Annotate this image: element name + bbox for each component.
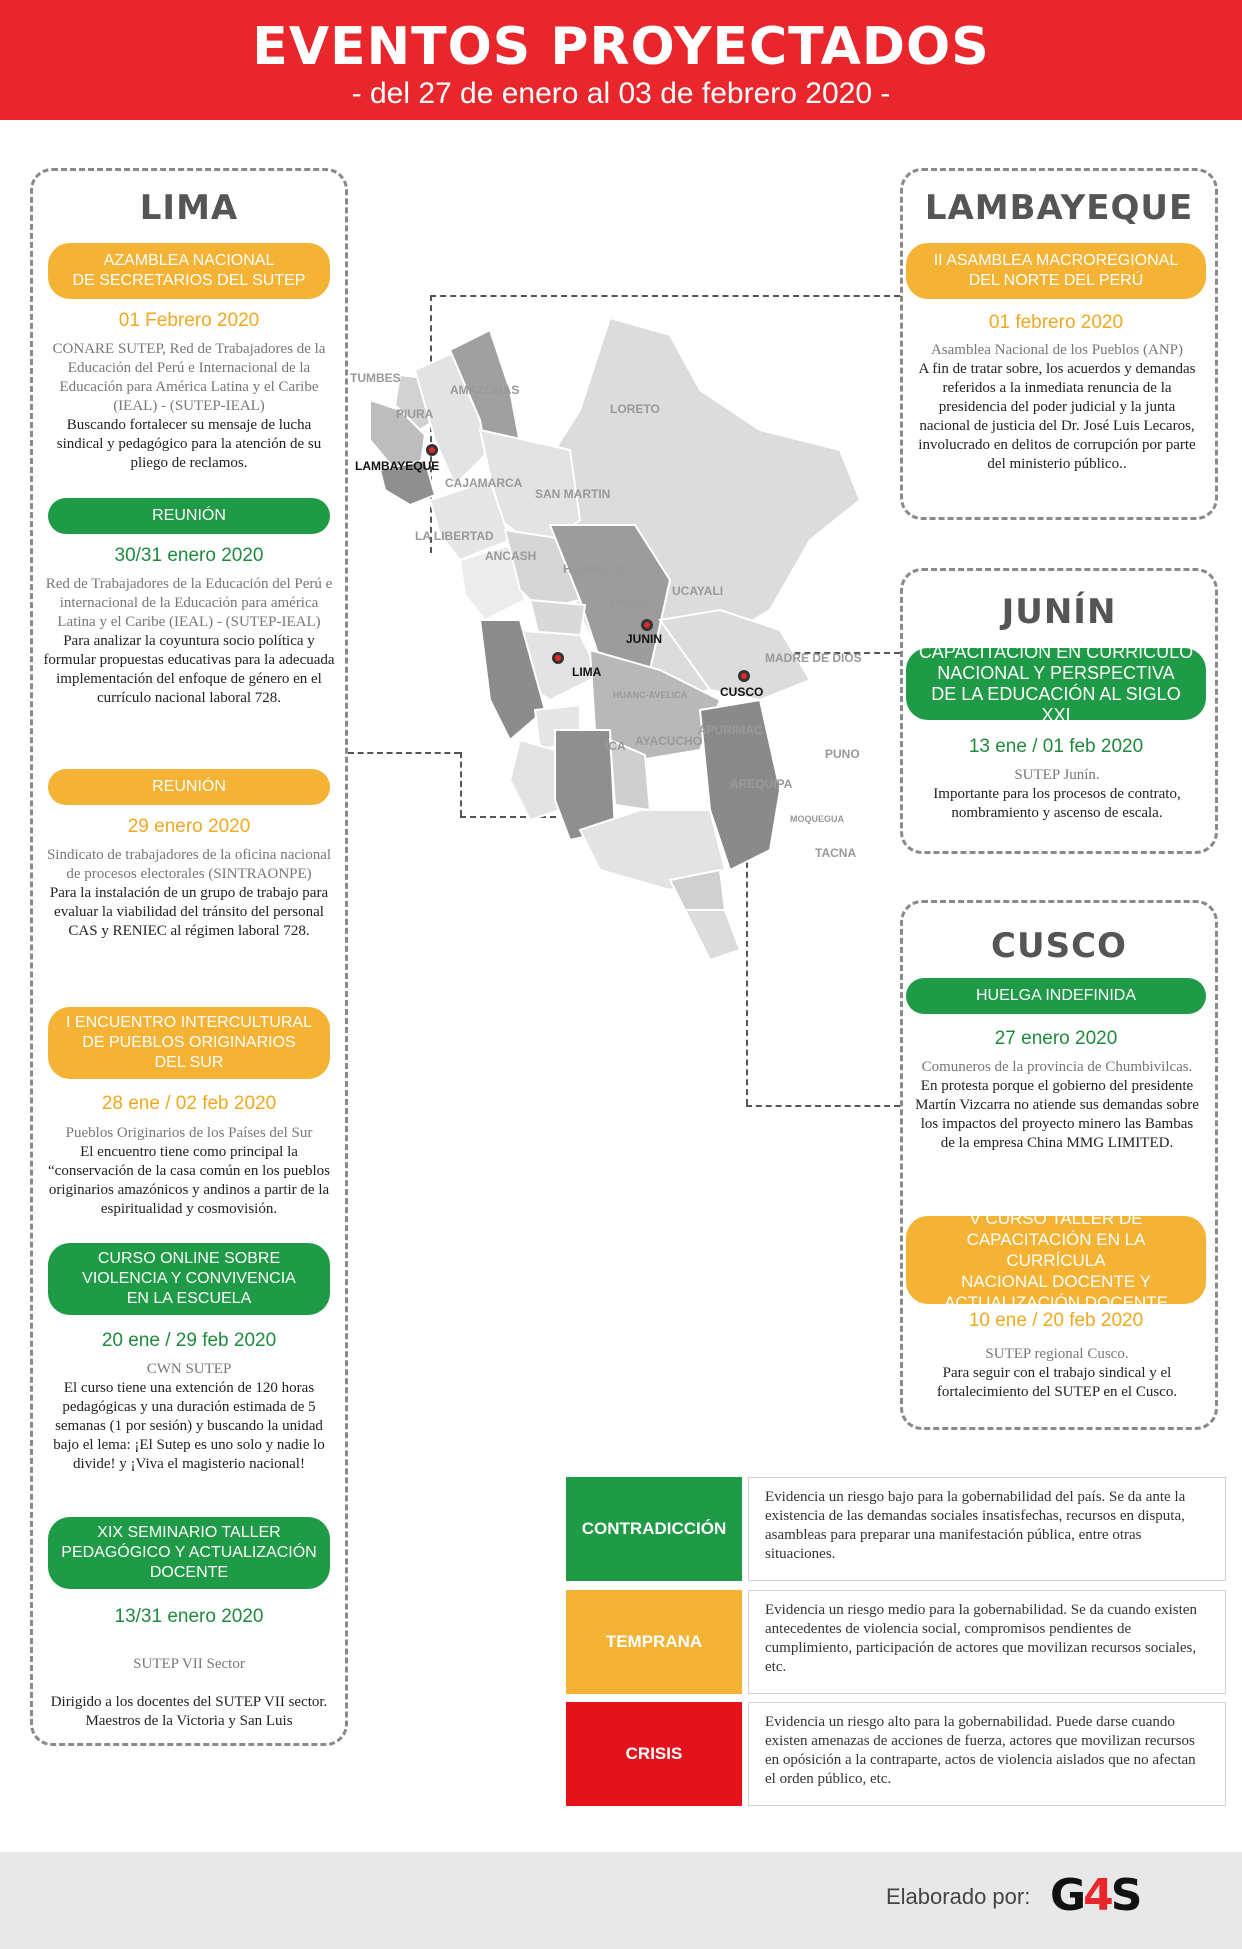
event-date: 20 ene / 29 feb 2020: [101, 1330, 277, 1351]
event-organizer: Red de Trabajadores de la Educación del Perú e internacional de la Educación para américa Latina y el Caribe (IEAL) - (SUTEP-IEAL): [45, 576, 333, 630]
panel-title-lambayeque: LAMBAYEQUE: [924, 188, 1194, 228]
event-organizer: Pueblos Originarios de los Países del Sur: [65, 1125, 313, 1141]
event-text: Para seguir con el trabajo sindical y el fortalecimiento del SUTEP en el Cusco.: [936, 1365, 1178, 1400]
event-text: Para la instalación de un grupo de trabajo para evaluar la viabilidad del tránsito del personal CAS y RENIEC al régimen laboral 728.: [49, 885, 329, 939]
location-marker-icon: [741, 673, 747, 679]
logo-letter: S: [1110, 1870, 1140, 1921]
event-date: 28 ene / 02 feb 2020: [101, 1093, 277, 1114]
page-title: EVENTOS PROYECTADOS: [252, 17, 990, 77]
panel-title-lima: LIMA: [139, 188, 239, 228]
event-description: [912, 1345, 1202, 1402]
event-text: El curso tiene una extención de 120 horas pedagógicas y una duración estimada de 5 semanas (1 por sesión) y buscando la unidad bajo el lema: ¡El Sutep es uno solo y nadie lo divide! y ¡Viva el magisterio nacional!: [53, 1380, 325, 1472]
map-region-label: HUANUCO: [563, 562, 625, 576]
event-text: Buscando fortalecer su mensaje de lucha sindical y pedagógico para la atención de su pliego de reclamos.: [56, 417, 322, 471]
event-pill: V CURSO TALLER DE CAPACITACIÓN EN LA CURRÍCULA NACIONAL DOCENTE Y ACTUALIZACIÓN DOCENTE: [906, 1216, 1206, 1304]
map-region-label: AMAZONAS: [450, 383, 520, 397]
event-description: [42, 340, 336, 473]
event-date: 13 ene / 01 feb 2020: [968, 736, 1144, 757]
event-description: [42, 1360, 336, 1474]
event-text: Importante para los procesos de contrato, nombramiento y ascenso de escala.: [933, 786, 1181, 821]
event-organizer: Sindicato de trabajadores de la oficina nacional de procesos electorales (SINTRAONPE): [46, 847, 332, 882]
event-organizer: SUTEP Junín.: [1014, 767, 1100, 783]
map-region-label: UCAYALI: [672, 584, 724, 598]
event-organizer: SUTEP VII Sector: [133, 1656, 245, 1672]
event-organizer: SUTEP regional Cusco.: [985, 1346, 1129, 1362]
map-marker-label: LIMA: [572, 665, 602, 679]
event-organizer: CWN SUTEP: [146, 1361, 232, 1377]
event-date: 13/31 enero 2020: [114, 1606, 264, 1627]
event-pill: HUELGA INDEFINIDA: [906, 978, 1206, 1014]
map-region-label: AREQUIPA: [730, 777, 793, 791]
legend-row-temprana: [566, 1590, 1226, 1694]
event-date: 01 Febrero 2020: [118, 310, 260, 331]
map-region-label: SAN MARTIN: [535, 487, 611, 501]
event-text: En protesta porque el gobierno del presidente Martín Vizcarra no atiende sus demandas sobre los impactos del proyecto minero las Bambas de la empresa China MMG LIMITED.: [915, 1078, 1199, 1151]
map-region-label: TUMBES: [350, 371, 401, 385]
event-text: Dirigido a los docentes del SUTEP VII sector. Maestros de la Victoria y San Luis: [50, 1694, 328, 1729]
event-description: [42, 846, 336, 941]
map-region-label: TACNA: [815, 846, 857, 860]
map-region-label: CAJAMARCA: [445, 476, 523, 490]
map-marker-label: LAMBAYEQUE: [355, 459, 440, 473]
location-marker-icon: [555, 655, 561, 661]
event-description: [42, 575, 336, 708]
map-region-label: PIURA: [396, 407, 434, 421]
event-date: 27 enero 2020: [994, 1028, 1118, 1049]
event-pill: REUNIÓN: [48, 498, 330, 534]
event-pill: CAPACITACIÓN EN CURRÍCULO NACIONAL Y PERSPECTIVA DE LA EDUCACIÓN AL SIGLO XXI: [906, 648, 1206, 720]
connector-cusco: [746, 1105, 900, 1107]
g4s-logo: [1050, 1870, 1139, 1921]
event-date: 10 ene / 20 feb 2020: [968, 1310, 1144, 1331]
event-organizer: Asamblea Nacional de los Pueblos (ANP): [930, 342, 1184, 358]
event-text: A fin de tratar sobre, los acuerdos y demandas referidos a la inmediata renuncia de la presidencia del poder judicial y la junta nacional de justicia del Dr. José Luis Lecaros, involucrado en delitos de corrupción por parte del ministerio público..: [918, 361, 1196, 472]
event-text: Para analizar la coyuntura socio política y formular propuestas educativas para la adecuada implementación del enfoque de género en el currículo nacional laboral 728.: [43, 633, 335, 706]
page-subtitle: - del 27 de enero al 03 de febrero 2020 -: [351, 77, 891, 110]
legend-label: TEMPRANA: [566, 1590, 742, 1694]
event-pill: AZAMBLEA NACIONAL DE SECRETARIOS DEL SUTEP: [48, 243, 330, 299]
event-pill: I ENCUENTRO INTERCULTURAL DE PUEBLOS ORIGINARIOS DEL SUR: [48, 1007, 330, 1079]
location-marker-icon: [644, 622, 650, 628]
map-region-label: ANCASH: [485, 549, 537, 563]
map-region-label: AYACUCHO: [635, 734, 703, 748]
legend-row-contradiccion: [566, 1477, 1226, 1581]
event-organizer: Comuneros de la provincia de Chumbivilcas.: [921, 1059, 1193, 1075]
map-region-label: MADRE DE DIOS: [765, 651, 862, 665]
event-organizer: CONARE SUTEP, Red de Trabajadores de la Educación del Perú e Internacional de la Educación para América Latina y el Caribe (IEAL) - (SUTEP-IEAL): [52, 341, 326, 414]
logo-letter: G: [1050, 1870, 1084, 1921]
legend-text: Evidencia un riesgo medio para la gobernabilidad. Se da cuando existen antecedentes de violencia social, compromisos pendientes de cumplimiento, participación de actores que movilizan recursos sociales, etc.: [748, 1590, 1226, 1694]
map-region-shape: [510, 740, 560, 820]
legend-label: CRISIS: [566, 1702, 742, 1806]
logo-letter: 4: [1083, 1870, 1111, 1921]
peru-map: [340, 310, 910, 1090]
panel-title-junin: JUNÍN: [1001, 592, 1117, 632]
map-region-label: APURIMAC: [698, 723, 763, 737]
event-description: [42, 1636, 336, 1750]
event-description: [42, 1124, 336, 1219]
map-region-label: MOQUEGUA: [790, 814, 844, 824]
map-region-label: ICA: [605, 739, 626, 753]
legend-text: Evidencia un riesgo bajo para la gobernabilidad del país. Se da ante la existencia de las demandas sociales insatisfechas, recursos en disputa, asambleas para preparar una manifestación pública, entre otras situaciones.: [748, 1477, 1226, 1581]
map-region-label: PUNO: [825, 747, 860, 761]
event-pill: REUNIÓN: [48, 769, 330, 805]
header-banner: [0, 0, 1242, 120]
event-description: [912, 766, 1202, 823]
map-marker-label: CUSCO: [720, 685, 764, 699]
legend-text: Evidencia un riesgo alto para la gobernabilidad. Puede darse cuando existen amenazas de acciones de fuerza, actores que movilizan recursos en opósición a la contraparte, actos de violencia aislados que no afectan el orden público, etc.: [748, 1702, 1226, 1806]
map-region-shape: [685, 910, 740, 960]
event-text: El encuentro tiene como principal la “conservación de la casa común en los pueblos originarios amazónicos y andinos a partir de la espiritualidad y cosmovisión.: [48, 1144, 330, 1217]
map-region-label: HUANC-AVELICA: [613, 690, 688, 700]
event-description: [912, 1058, 1202, 1153]
event-date: 30/31 enero 2020: [114, 545, 264, 566]
event-pill: II ASAMBLEA MACROREGIONAL DEL NORTE DEL PERÚ: [906, 243, 1206, 299]
panel-title-cusco: CUSCO: [991, 926, 1127, 966]
event-date: 29 enero 2020: [127, 816, 251, 837]
legend-row-crisis: [566, 1702, 1226, 1806]
footer-credit: Elaborado por:: [886, 1884, 1031, 1909]
map-region-label: LORETO: [610, 402, 660, 416]
location-marker-icon: [429, 447, 435, 453]
connector-lambayeque: [430, 295, 900, 297]
event-pill: CURSO ONLINE SOBRE VIOLENCIA Y CONVIVENCIA EN LA ESCUELA: [48, 1243, 330, 1315]
event-description: [912, 341, 1202, 474]
map-region-label: PASCO: [610, 595, 652, 609]
event-date: 01 febrero 2020: [988, 312, 1124, 333]
event-pill: XIX SEMINARIO TALLER PEDAGÓGICO Y ACTUALIZACIÓN DOCENTE: [48, 1517, 330, 1589]
legend-label: CONTRADICCIÓN: [566, 1477, 742, 1581]
map-region-label: LA LIBERTAD: [415, 529, 494, 543]
map-marker-label: JUNIN: [626, 632, 663, 646]
